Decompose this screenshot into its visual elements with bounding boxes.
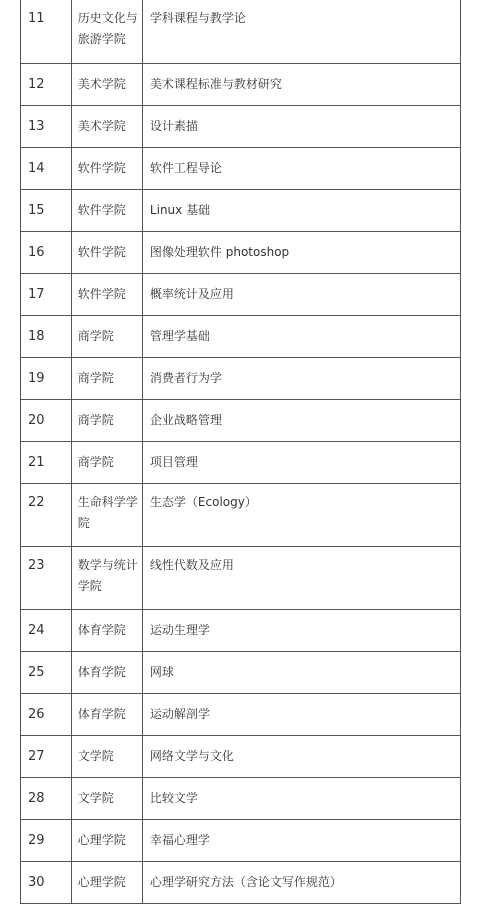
row-number-cell: 23 [21,547,72,610]
table-row [21,862,461,904]
college-cell: 美术学院 [71,106,142,148]
row-number-cell: 12 [21,64,72,106]
college-cell: 心理学院 [71,820,142,862]
row-number-cell: 21 [21,442,72,484]
course-cell: 图像处理软件 photoshop [142,232,460,274]
row-number-cell: 20 [21,400,72,442]
row-number-cell: 27 [21,736,72,778]
course-cell: 设计素描 [142,106,460,148]
college-cell: 体育学院 [71,610,142,652]
course-cell: 概率统计及应用 [142,274,460,316]
table-row [21,610,461,652]
course-cell: 消费者行为学 [142,358,460,400]
row-number-cell: 13 [21,106,72,148]
college-cell: 美术学院 [71,64,142,106]
college-cell: 软件学院 [71,148,142,190]
course-cell: 网络文学与文化 [142,736,460,778]
table-row [21,778,461,820]
table-row [21,148,461,190]
row-number-cell: 25 [21,652,72,694]
college-cell: 商学院 [71,442,142,484]
row-number-cell: 29 [21,820,72,862]
table-row [21,106,461,148]
college-cell: 生命科学学院 [71,484,142,547]
course-cell: 心理学研究方法（含论文写作规范） [142,862,460,904]
course-cell: 网球 [142,652,460,694]
table-row [21,190,461,232]
row-number-cell: 24 [21,610,72,652]
table-row [21,400,461,442]
college-cell: 软件学院 [71,274,142,316]
table-row [21,0,461,64]
table-row [21,316,461,358]
course-cell: 幸福心理学 [142,820,460,862]
table-row [21,547,461,610]
college-cell: 软件学院 [71,190,142,232]
college-cell: 文学院 [71,736,142,778]
table-row [21,232,461,274]
course-cell: 管理学基础 [142,316,460,358]
college-cell: 商学院 [71,400,142,442]
college-cell: 软件学院 [71,232,142,274]
course-table [20,0,461,904]
course-cell: 运动解剖学 [142,694,460,736]
college-cell: 文学院 [71,778,142,820]
course-cell: Linux 基础 [142,190,460,232]
row-number-cell: 16 [21,232,72,274]
course-cell: 比较文学 [142,778,460,820]
row-number-cell: 14 [21,148,72,190]
row-number-cell: 15 [21,190,72,232]
course-cell: 美术课程标准与教材研究 [142,64,460,106]
course-cell: 生态学（Ecology） [142,484,460,547]
college-cell: 数学与统计学院 [71,547,142,610]
course-cell: 软件工程导论 [142,148,460,190]
course-cell: 运动生理学 [142,610,460,652]
row-number-cell: 17 [21,274,72,316]
course-cell: 学科课程与教学论 [142,0,460,64]
row-number-cell: 30 [21,862,72,904]
table-row [21,64,461,106]
college-cell: 体育学院 [71,652,142,694]
table-row [21,736,461,778]
course-cell: 企业战略管理 [142,400,460,442]
college-cell: 商学院 [71,316,142,358]
row-number-cell: 19 [21,358,72,400]
row-number-cell: 11 [21,0,72,64]
table-row [21,652,461,694]
table-row [21,820,461,862]
college-cell: 心理学院 [71,862,142,904]
course-cell: 线性代数及应用 [142,547,460,610]
table-row [21,484,461,547]
row-number-cell: 28 [21,778,72,820]
table-row [21,358,461,400]
table-row [21,442,461,484]
row-number-cell: 22 [21,484,72,547]
college-cell: 商学院 [71,358,142,400]
college-cell: 体育学院 [71,694,142,736]
course-cell: 项目管理 [142,442,460,484]
table-row [21,694,461,736]
row-number-cell: 18 [21,316,72,358]
college-cell: 历史文化与旅游学院 [71,0,142,64]
course-table-body [21,0,461,904]
row-number-cell: 26 [21,694,72,736]
table-row [21,274,461,316]
